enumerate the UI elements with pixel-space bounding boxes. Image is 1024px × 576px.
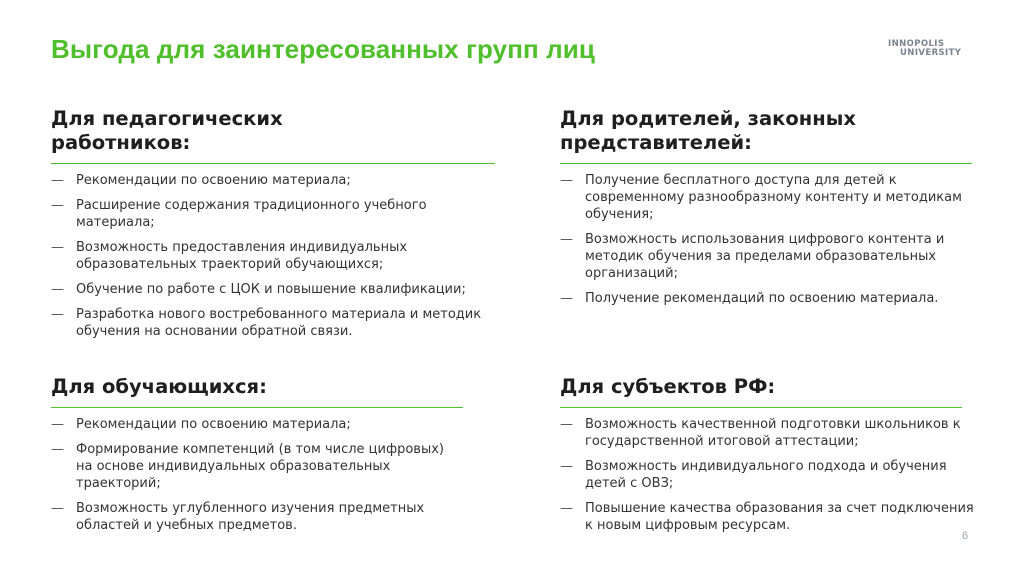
- list-item: [560, 500, 980, 534]
- dash-marker: —: [51, 240, 64, 255]
- section-students: [51, 375, 463, 542]
- list-item-text: Возможность углубленного изучения предметных областей и учебных предметов.: [76, 501, 425, 533]
- page-title: Выгода для заинтересованных групп лиц: [51, 34, 595, 64]
- logo-line-1: INNOPOLIS: [888, 39, 945, 49]
- section-heading-line-2: представителей:: [560, 131, 752, 154]
- list-item: [51, 500, 463, 534]
- section-regions: [560, 375, 980, 542]
- section-divider: [51, 163, 495, 164]
- section-heading-line-1: Для субъектов РФ:: [560, 375, 776, 398]
- list-item-text: Разработка нового востребованного материала и методик обучения на основании обратной связи.: [76, 307, 482, 339]
- page-number: 6: [962, 530, 969, 542]
- list-item: [560, 231, 972, 282]
- dash-marker: —: [560, 232, 573, 247]
- section-heading: [560, 107, 972, 155]
- benefit-list: [51, 172, 495, 340]
- list-item-text: Получение рекомендаций по освоению материала.: [585, 291, 939, 306]
- list-item-text: Возможность качественной подготовки школьников к государственной итоговой аттестации;: [585, 417, 961, 449]
- list-item: [560, 458, 980, 492]
- list-item-text: Возможность использования цифрового контента и методик обучения за пределами образовательных организаций;: [585, 232, 945, 281]
- list-item: [560, 416, 980, 450]
- dash-marker: —: [560, 459, 573, 474]
- dash-marker: —: [51, 282, 64, 297]
- list-item: [560, 172, 972, 223]
- list-item: [51, 281, 495, 298]
- innopolis-university-logo: [888, 40, 976, 60]
- section-divider: [51, 407, 463, 408]
- list-item-text: Рекомендации по освоению материала;: [76, 173, 351, 188]
- list-item: [560, 290, 972, 307]
- section-heading-line-1: Для родителей, законных: [560, 107, 856, 130]
- list-item: [51, 416, 463, 433]
- dash-marker: —: [560, 417, 573, 432]
- dash-marker: —: [51, 198, 64, 213]
- section-divider: [560, 407, 962, 408]
- list-item-text: Возможность индивидуального подхода и обучения детей с ОВЗ;: [585, 459, 947, 491]
- list-item-text: Возможность предоставления индивидуальных образовательных траекторий обучающихся;: [76, 240, 408, 272]
- list-item-text: Повышение качества образования за счет подключения к новым цифровым ресурсам.: [585, 501, 974, 533]
- section-teachers: [51, 107, 495, 348]
- list-item-text: Обучение по работе с ЦОК и повышение квалификации;: [76, 282, 466, 297]
- benefit-list: [51, 416, 463, 534]
- dash-marker: —: [51, 417, 64, 432]
- benefit-list: [560, 416, 980, 534]
- section-divider: [560, 163, 972, 164]
- list-item: [51, 197, 495, 231]
- section-heading: [51, 375, 463, 399]
- section-heading-line-1: Для педагогических: [51, 107, 283, 130]
- list-item-text: Получение бесплатного доступа для детей к современному разнообразному контенту и методикам обучения;: [585, 173, 962, 222]
- logo-line-2: UNIVERSITY: [900, 48, 962, 58]
- list-item: [51, 239, 495, 273]
- section-heading: [560, 375, 980, 399]
- list-item: [51, 172, 495, 189]
- list-item-text: Расширение содержания традиционного учебного материала;: [76, 198, 427, 230]
- dash-marker: —: [51, 501, 64, 516]
- dash-marker: —: [51, 307, 64, 322]
- dash-marker: —: [560, 501, 573, 516]
- section-heading-line-1: Для обучающихся:: [51, 375, 267, 398]
- benefit-list: [560, 172, 972, 307]
- dash-marker: —: [51, 442, 64, 457]
- dash-marker: —: [560, 291, 573, 306]
- dash-marker: —: [51, 173, 64, 188]
- list-item: [51, 306, 495, 340]
- section-heading-line-2: работников:: [51, 131, 191, 154]
- list-item-text: Формирование компетенций (в том числе цифровых) на основе индивидуальных образовательных траекторий;: [76, 442, 444, 491]
- dash-marker: —: [560, 173, 573, 188]
- list-item: [51, 441, 463, 492]
- list-item-text: Рекомендации по освоению материала;: [76, 417, 351, 432]
- section-parents: [560, 107, 972, 315]
- section-heading: [51, 107, 495, 155]
